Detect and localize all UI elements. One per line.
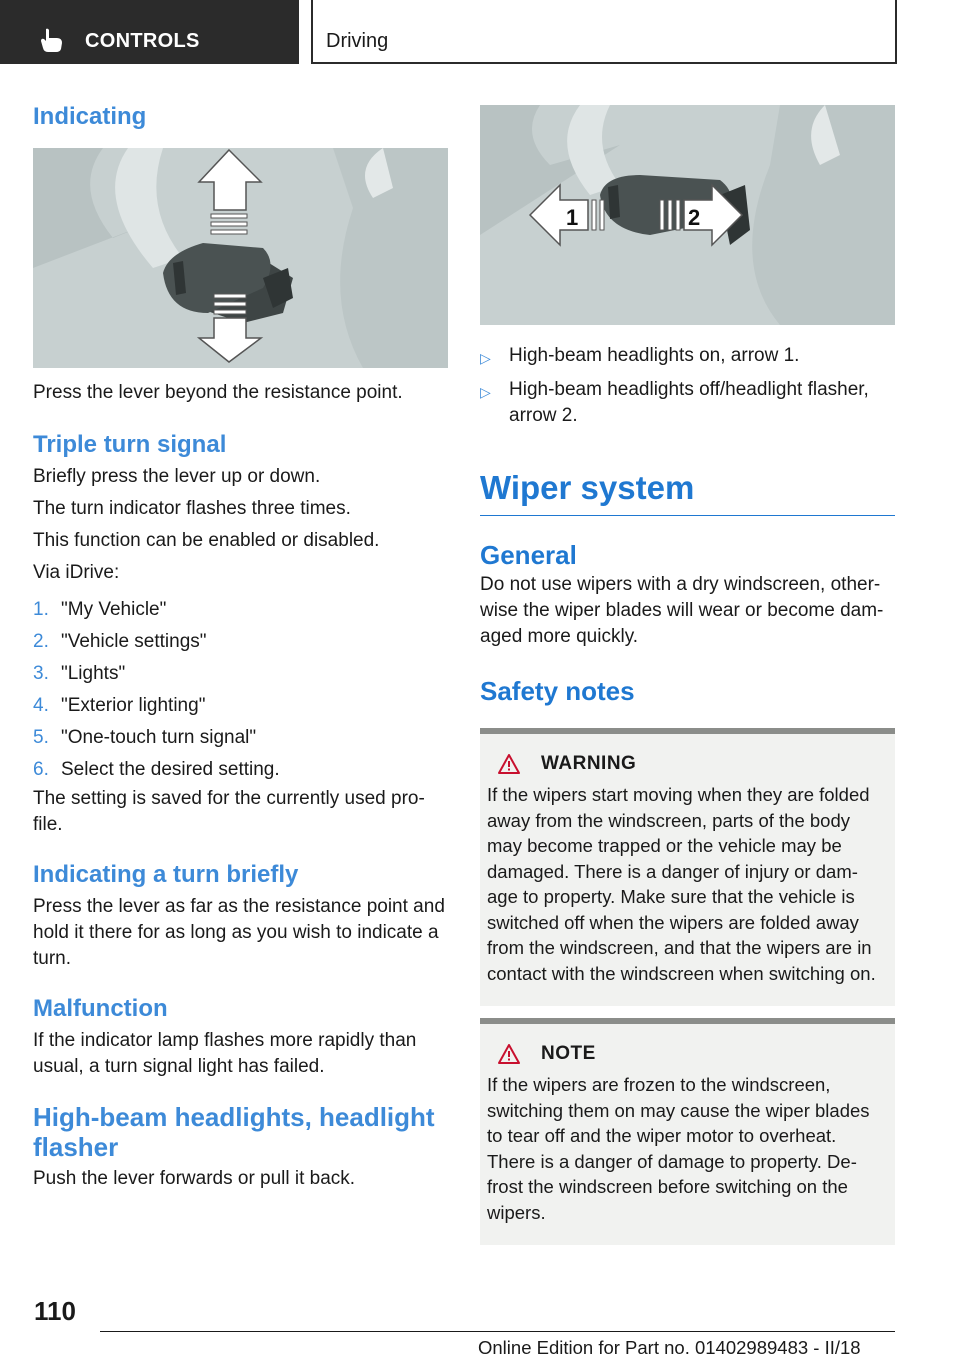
high-beam-text: Push the lever forwards or pull it back. — [33, 1168, 356, 1189]
note-text: If the wipers are frozen to the windscreen, switching them on may cause the wiper blades to tear off and the wiper motor to overheat. There is a danger of damage to property. De‐frost the windscreen before switching on the wipers. — [487, 1074, 870, 1223]
caution-triangle-icon — [497, 1043, 521, 1065]
heading-rule — [480, 515, 895, 516]
lever-illustration-svg — [33, 148, 448, 368]
heading-malfunction: Malfunction — [33, 995, 168, 1022]
warning-header — [491, 750, 888, 778]
list-item: ▷ High-beam headlights on, arrow 1. — [480, 343, 895, 371]
indicating-text: Press the lever beyond the resistance point. — [33, 382, 403, 403]
chapter-frame — [311, 0, 897, 64]
page-header — [0, 0, 960, 66]
list-item: 1. "My Vehicle" — [33, 599, 167, 620]
list-item: 6. Select the desired setting. — [33, 759, 280, 780]
right-column — [480, 100, 895, 1245]
list-item: 2. "Vehicle settings" — [33, 631, 207, 652]
list-item: 4. "Exterior lighting" — [33, 695, 206, 716]
list-item: 5. "One-touch turn signal" — [33, 727, 257, 748]
chapter-label: Driving — [326, 30, 389, 52]
triangle-bullet-icon: ▷ — [480, 384, 491, 400]
list-item: ▷ High-beam headlights off/headlight flasher, arrow 2. — [480, 377, 895, 429]
general-text: Do not use wipers with a dry windscreen, other‐wise the wiper blades will wear or become dam‐aged more quickly. — [480, 574, 884, 647]
setting-saved-text: The setting is saved for the currently used pro‐file. — [33, 788, 425, 835]
triple-text-4: Via iDrive: — [33, 562, 120, 583]
page-number: 110 — [34, 1296, 76, 1326]
list-item: 3. "Lights" — [33, 663, 126, 684]
left-column — [33, 100, 448, 1192]
warning-label: WARNING — [541, 753, 637, 774]
lever-forward-illustration-svg — [480, 105, 895, 325]
heading-triple-turn-signal: Triple turn signal — [33, 431, 227, 458]
note-header — [491, 1040, 888, 1068]
brief-text: Press the lever as far as the resistance point and hold it there for as long as you wish to indicate a turn. — [33, 896, 445, 969]
heading-wiper-system: Wiper system — [480, 469, 695, 506]
heading-general: General — [480, 540, 577, 570]
idrive-steps-list — [33, 594, 448, 786]
edition-text: Online Edition for Part no. 01402989483 - II/18 — [478, 1337, 861, 1358]
high-beam-bullets — [480, 343, 895, 429]
note-label: NOTE — [541, 1043, 596, 1064]
triple-text-2: The turn indicator flashes three times. — [33, 498, 351, 519]
heading-indicating-briefly: Indicating a turn briefly — [33, 861, 299, 888]
lever-forward-back-illustration — [480, 105, 895, 325]
arrow-1-label: 1 — [566, 205, 579, 230]
heading-indicating: Indicating — [33, 103, 147, 130]
pointing-hand-icon — [38, 27, 64, 53]
heading-high-beam: High-beam headlights, headlight flasher — [33, 1102, 435, 1162]
section-tab — [0, 0, 299, 64]
footer-rule — [100, 1331, 895, 1332]
triple-text-3: This function can be enabled or disabled. — [33, 530, 380, 551]
heading-safety-notes: Safety notes — [480, 676, 635, 706]
warning-box — [480, 728, 895, 1006]
warning-triangle-icon — [497, 753, 521, 775]
triple-text-1: Briefly press the lever up or down. — [33, 466, 321, 487]
lever-up-down-illustration — [33, 148, 448, 368]
note-box — [480, 1018, 895, 1245]
warning-text: If the wipers start moving when they are folded away from the windscreen, parts of the body may become trapped or the vehicle may be damaged. There is a danger of injury or dam‐age to property. Make sure that the vehicle is switched off when the wipers are folded away from the windscreen, and that the wipers are in contact with the windscreen when switching on. — [487, 784, 876, 984]
arrow-2-label: 2 — [688, 205, 701, 230]
section-label: CONTROLS — [85, 30, 200, 52]
malfunction-text: If the indicator lamp flashes more rapidly than usual, a turn signal light has failed. — [33, 1030, 417, 1077]
triangle-bullet-icon: ▷ — [480, 350, 491, 366]
